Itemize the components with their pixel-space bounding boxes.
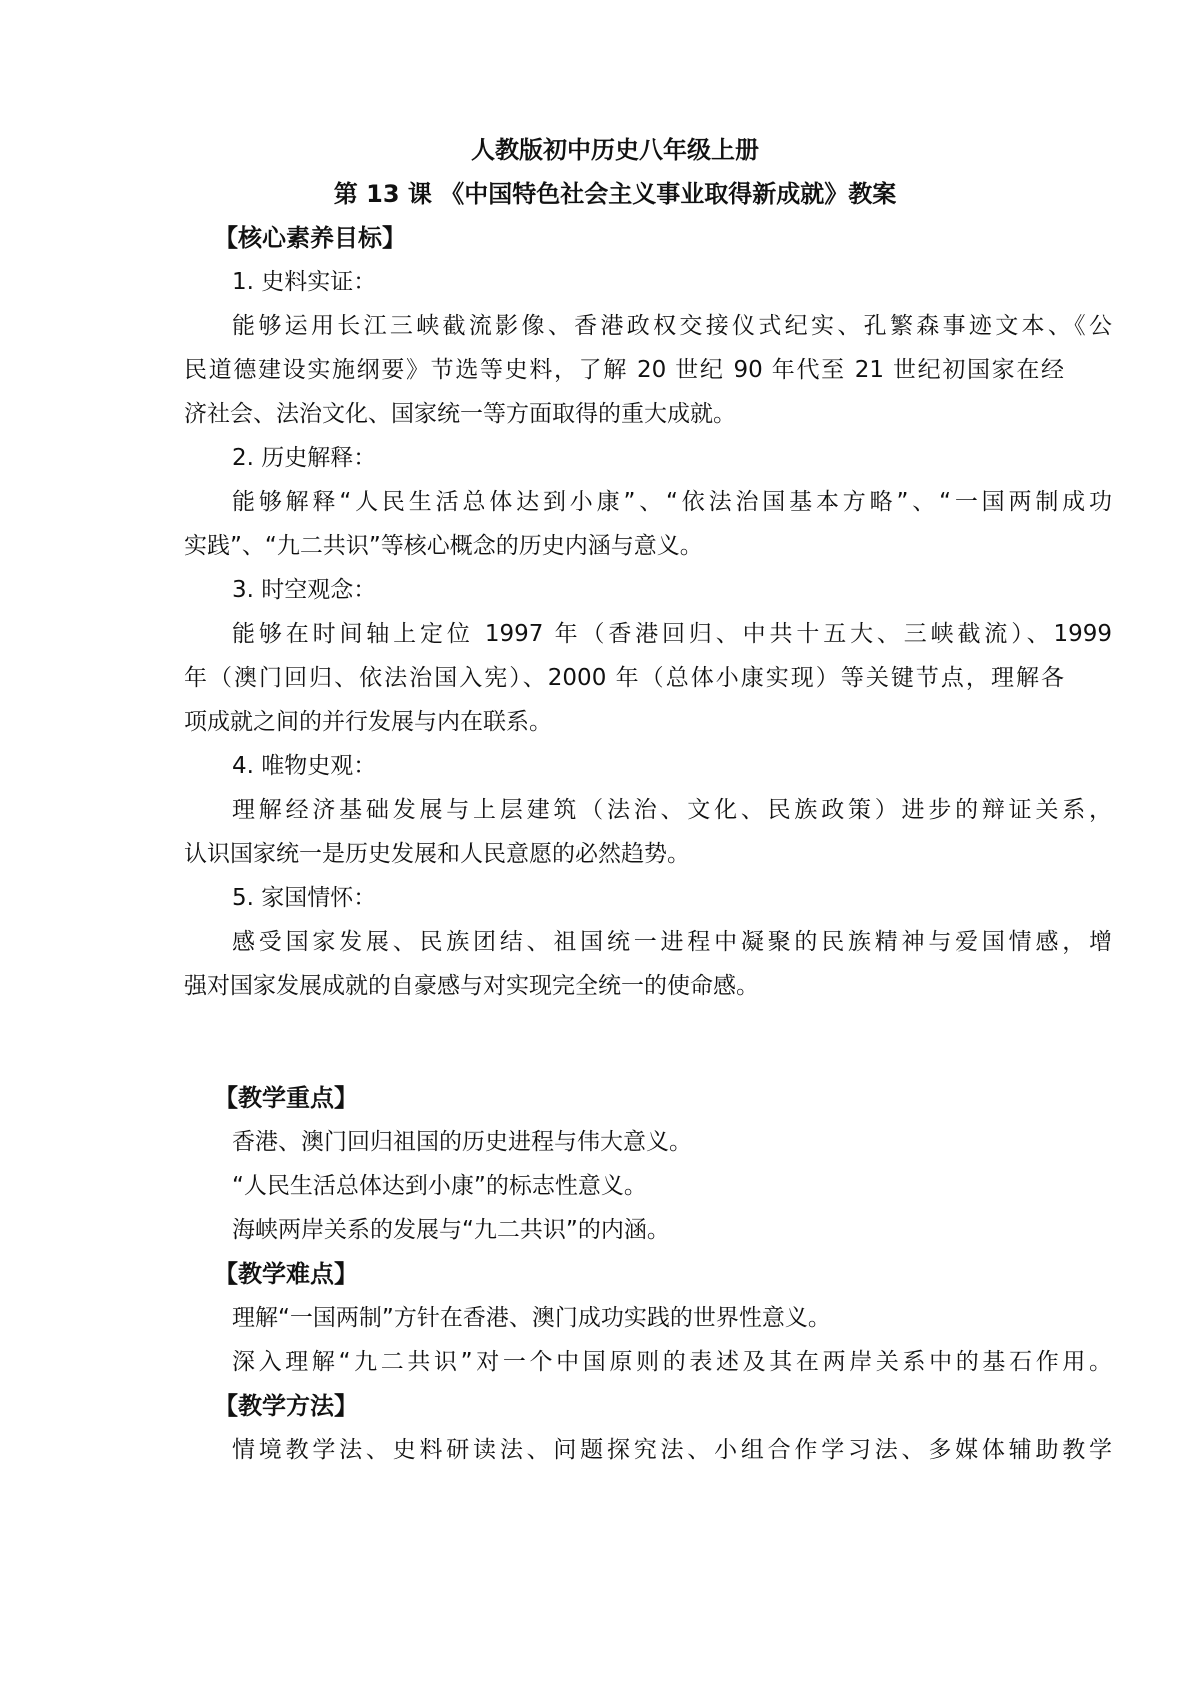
item-text-line: 能够在时间轴上定位 1997 年（香港回归、中共十五大、三峡截流）、1999 (232, 621, 1112, 647)
item-text-line: 认识国家统一是历史发展和人民意愿的必然趋势。 (184, 841, 690, 867)
item-text-line: 强对国家发展成就的自豪感与对实现完全统一的使命感。 (184, 973, 759, 999)
item-text-line: 民道德建设实施纲要》节选等史料，了解 20 世纪 90 年代至 21 世纪初国家在经 (184, 357, 1064, 383)
item-label-2: 2. 历史解释： (232, 445, 377, 471)
key-point-line: 香港、澳门回归祖国的历史进程与伟大意义。 (232, 1129, 692, 1155)
heading-core-goals: 【核心素养目标】 (214, 224, 406, 252)
item-text-line: 感受国家发展、民族团结、祖国统一进程中凝聚的民族精神与爱国情感，增 (232, 929, 1112, 955)
item-text-line: 能够运用长江三峡截流影像、香港政权交接仪式纪实、孔繁森事迹文本、《公 (232, 313, 1112, 339)
key-point-line: “人民生活总体达到小康”的标志性意义。 (232, 1173, 647, 1199)
item-text-line: 济社会、法治文化、国家统一等方面取得的重大成就。 (184, 401, 736, 427)
item-label-4: 4. 唯物史观： (232, 753, 377, 779)
difficult-point-line: 深入理解“九二共识”对一个中国原则的表述及其在两岸关系中的基石作用。 (232, 1349, 1112, 1375)
item-text-line: 理解经济基础发展与上层建筑（法治、文化、民族政策）进步的辩证关系， (232, 797, 1112, 823)
item-label-5: 5. 家国情怀： (232, 885, 377, 911)
item-label-3: 3. 时空观念： (232, 577, 377, 603)
key-point-line: 海峡两岸关系的发展与“九二共识”的内涵。 (232, 1217, 670, 1243)
heading-key-points: 【教学重点】 (214, 1084, 358, 1112)
item-text-line: 能够解释“人民生活总体达到小康”、“依法治国基本方略”、“一国两制成功 (232, 489, 1112, 515)
heading-methods: 【教学方法】 (214, 1392, 358, 1420)
doc-title: 人教版初中历史八年级上册 (471, 136, 759, 164)
item-text-line: 年（澳门回归、依法治国入宪）、2000 年（总体小康实现）等关键节点，理解各 (184, 665, 1064, 691)
difficult-point-line: 理解“一国两制”方针在香港、澳门成功实践的世界性意义。 (232, 1305, 831, 1331)
method-line: 情境教学法、史料研读法、问题探究法、小组合作学习法、多媒体辅助教学 (232, 1437, 1112, 1463)
item-label-1: 1. 史料实证： (232, 269, 377, 295)
doc-subtitle: 第 13 课 《中国特色社会主义事业取得新成就》教案 (333, 180, 897, 208)
item-text-line: 实践”、“九二共识”等核心概念的历史内涵与意义。 (184, 533, 703, 559)
item-text-line: 项成就之间的并行发展与内在联系。 (184, 709, 552, 735)
heading-difficult-points: 【教学难点】 (214, 1260, 358, 1288)
